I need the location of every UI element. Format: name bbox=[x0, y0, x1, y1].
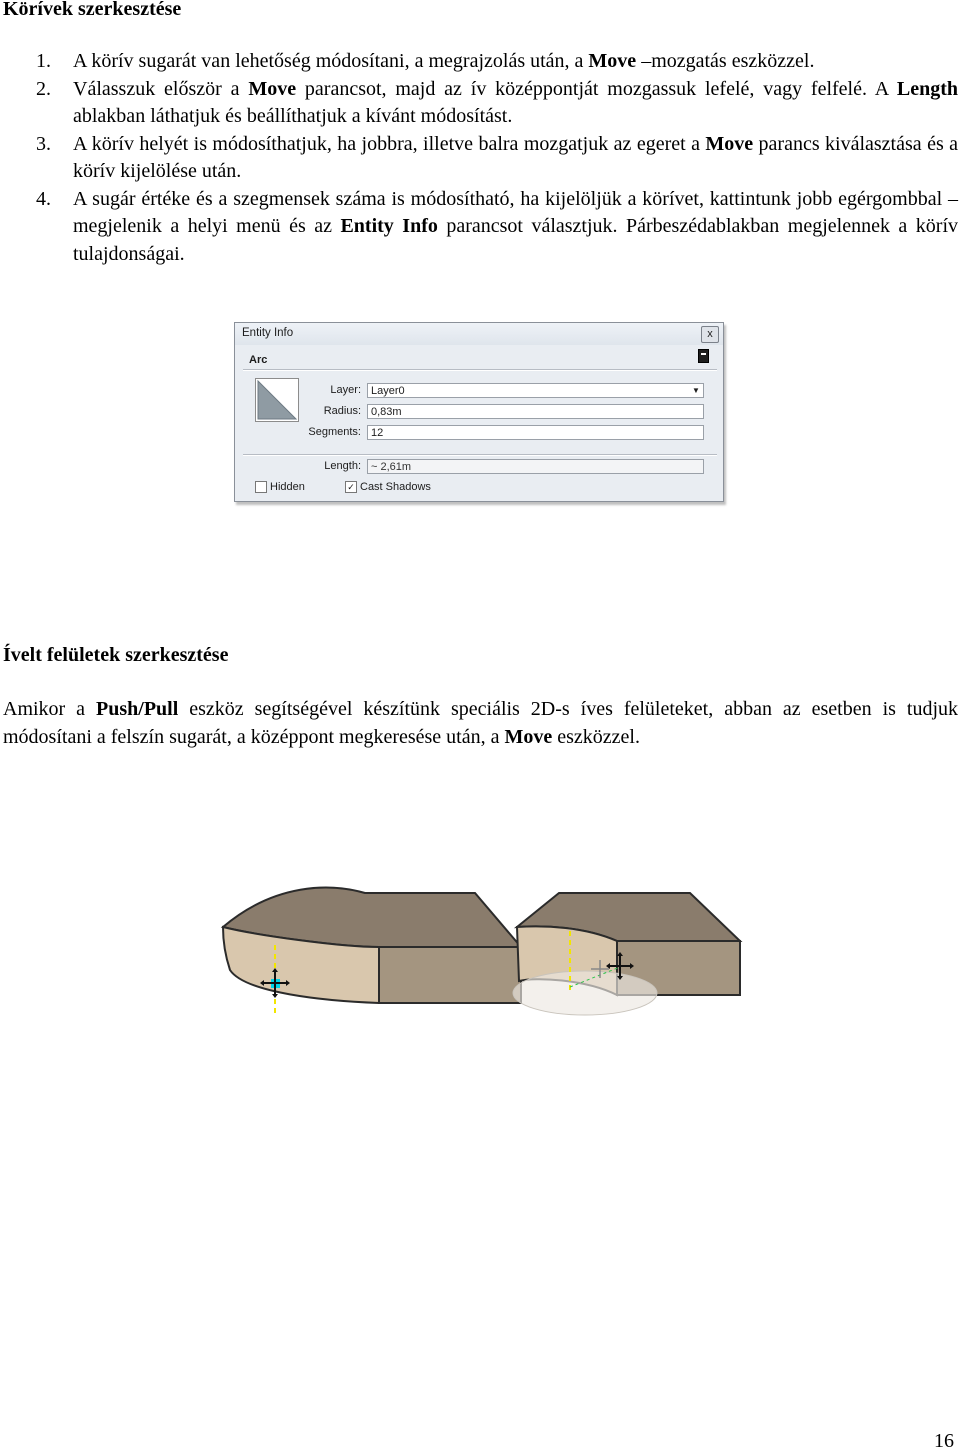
text-run: ablakban láthatjuk és beállíthatjuk a kívánt módosítást. bbox=[73, 105, 513, 127]
page-number: 16 bbox=[934, 1430, 954, 1452]
list-number: 1. bbox=[36, 50, 51, 72]
list-item-3 bbox=[36, 131, 958, 186]
instruction-list bbox=[36, 48, 958, 268]
section-heading-ivelt-feluletek: Ívelt felületek szerkesztése bbox=[3, 644, 229, 666]
divider bbox=[243, 369, 717, 371]
text-run: A körív helyét is módosíthatjuk, ha jobbra, illetve balra mozgatjuk az egeret a bbox=[73, 132, 706, 155]
list-item-1 bbox=[36, 48, 958, 76]
dialog-title: Entity Info bbox=[242, 327, 294, 339]
text-run: A sugár értéke és a szegmensek száma is módosítható, ha kijelöljük a körívet, kattintunk jobb egérgombbal –megjelenik a helyi menü és az bbox=[73, 187, 958, 237]
bold-term: Move bbox=[248, 77, 297, 100]
hidden-checkbox[interactable] bbox=[255, 481, 267, 493]
bold-term: Move bbox=[504, 725, 553, 748]
text-run: eszköz segítségével készítünk speciális 2D-s íves felületeket, abban az esetben is tudjuk módosítani a felszín sugarát, a középpont megkeresése után, a bbox=[3, 698, 959, 748]
section-heading-korivek: Körívek szerkesztése bbox=[3, 0, 182, 20]
segments-input[interactable]: 12 bbox=[367, 425, 704, 440]
layer-value: Layer0 bbox=[371, 385, 405, 397]
swatch-triangle-icon bbox=[256, 379, 298, 421]
concave-solid bbox=[513, 893, 740, 1015]
hidden-label: Hidden bbox=[270, 481, 305, 493]
radius-label: Radius: bbox=[323, 405, 361, 417]
list-number: 2. bbox=[36, 77, 51, 100]
bold-term: Length bbox=[896, 77, 958, 100]
segments-label: Segments: bbox=[308, 426, 361, 438]
text-run: parancs kiválasztása és a körív kijelölése után. bbox=[73, 132, 959, 182]
section2-paragraph bbox=[3, 696, 958, 751]
text-run: Válasszuk először a bbox=[73, 77, 249, 100]
material-swatch[interactable] bbox=[255, 378, 299, 422]
bold-term: Move bbox=[705, 132, 754, 155]
list-item-2 bbox=[36, 76, 958, 131]
layer-select[interactable] bbox=[367, 383, 704, 398]
text-run: parancsot, majd az ív középpontját mozgassuk lefelé, vagy felfelé. A bbox=[296, 77, 897, 100]
cast-shadows-checkbox[interactable] bbox=[345, 481, 357, 493]
checkmark-icon: ✓ bbox=[347, 482, 355, 492]
text-run: A körív sugarát van lehetőség módosítani, a megrajzolás után, a bbox=[73, 50, 589, 72]
list-number: 3. bbox=[36, 132, 51, 155]
list-item-4 bbox=[36, 186, 958, 269]
curved-solids-illustration bbox=[215, 875, 755, 1025]
chevron-down-icon[interactable]: ▼ bbox=[692, 386, 700, 395]
bold-term: Entity Info bbox=[340, 215, 438, 237]
pin-icon[interactable] bbox=[698, 349, 709, 363]
text-run: Amikor a bbox=[3, 698, 97, 720]
list-number: 4. bbox=[36, 187, 51, 210]
radius-input[interactable]: 0,83m bbox=[367, 404, 704, 419]
entity-info-dialog bbox=[234, 322, 724, 502]
text-run: –mozgatás eszközzel. bbox=[636, 50, 815, 72]
length-field[interactable]: ~ 2,61m bbox=[367, 459, 704, 474]
convex-solid bbox=[223, 888, 521, 1015]
length-label: Length: bbox=[324, 460, 361, 472]
cast-shadows-label: Cast Shadows bbox=[360, 481, 431, 493]
dialog-titlebar bbox=[235, 323, 723, 345]
bold-term: Push/Pull bbox=[96, 698, 179, 720]
close-button[interactable]: x bbox=[701, 326, 719, 343]
text-run: eszközzel. bbox=[552, 725, 640, 748]
divider bbox=[243, 454, 717, 456]
text-run: parancsot választjuk. Párbeszédablakban megjelennek a körív tulajdonságai. bbox=[73, 215, 958, 265]
layer-label: Layer: bbox=[330, 384, 361, 396]
bold-term: Move bbox=[588, 50, 637, 72]
entity-type-label: Arc bbox=[249, 354, 268, 366]
